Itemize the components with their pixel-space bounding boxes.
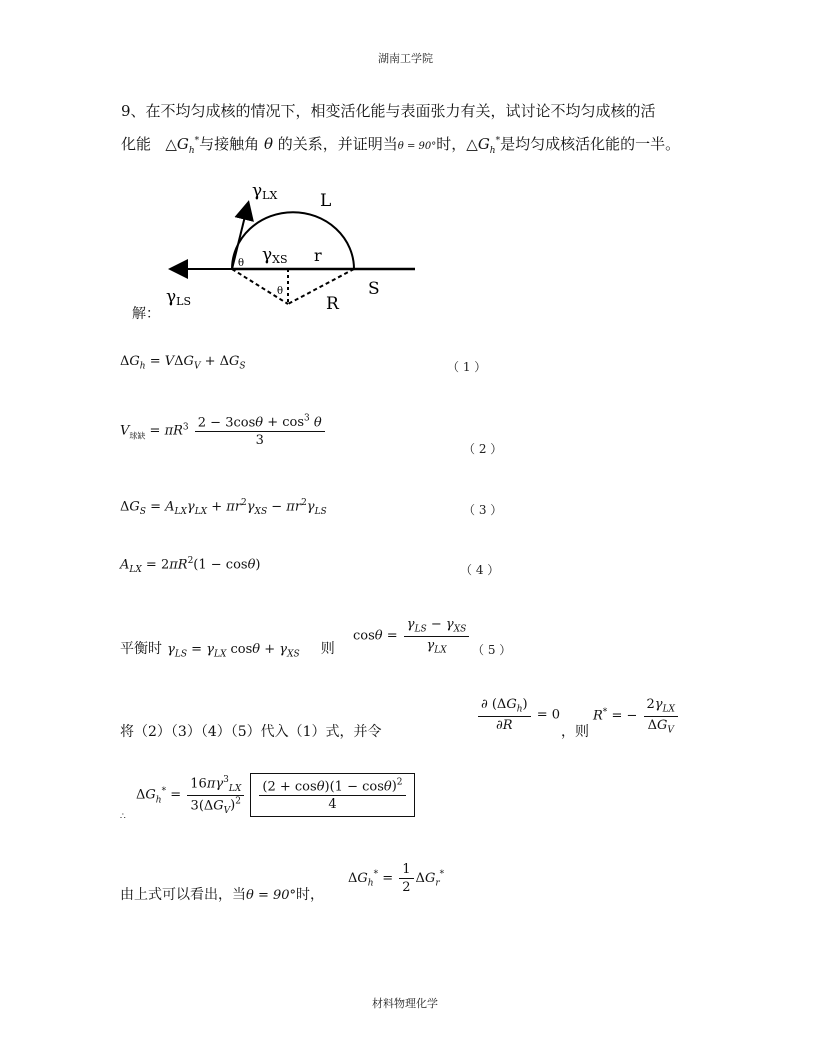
q-mid: 与接触角 [199, 135, 260, 153]
equation-3: $\Delta G_S = A_{LX}\gamma_{LX} + \pi r^2\gamma_{XS} - \pi r^2\gamma_{LS}$ [120, 498, 327, 517]
label-gamma-ls: γLS [166, 287, 192, 308]
solution-label: 解： [132, 306, 160, 322]
conclusion-cond: θ = 90° [246, 888, 297, 903]
conclusion-line [120, 884, 324, 904]
label-gamma-xs: γXS [262, 245, 288, 266]
half-activation-equation: $\Delta G_h^*$ = $\frac{1}{2}$ $\Delta G_r^*$ [348, 862, 445, 895]
label-R: R [326, 294, 339, 314]
question-line-1 [121, 96, 721, 126]
balance-equation: $\gamma_{LS} = \gamma_{LX}$ $\cos\theta + \gamma_{XS}$ [167, 642, 300, 660]
conclusion-prefix: 由上式可以看出，当 [120, 887, 246, 903]
derivative-condition: $\frac{\partial (\Delta G_h)}{\partial R}$ = 0 [476, 697, 560, 733]
therefore-mark: ∴ [120, 812, 126, 822]
equation-4: $A_{LX} = 2\pi R^2(1 - \cos\theta)$ [120, 556, 261, 575]
equation-1-number: （ 1 ） [447, 360, 487, 374]
q-mid2: 的关系，并证明当 [277, 135, 398, 153]
substitution-text: 将（2）（3）（4）（5）代入（1）式，并令 [120, 724, 382, 740]
page-footer: 材料物理化学 [372, 997, 438, 1010]
equation-3-number: （ 3 ） [463, 503, 503, 517]
equation-5-number: （ 5 ） [472, 643, 512, 657]
question-line-1-text: 、在不均匀成核的情况下，相变活化能与表面张力有关，试讨论不均匀成核的活 [130, 102, 656, 120]
question-text [121, 96, 721, 166]
label-L: L [320, 191, 332, 211]
critical-radius: R* = − $\frac{2\gamma_{LX}}{\Delta G_V}$ [593, 697, 680, 735]
label-theta-bottom: θ [277, 286, 284, 297]
q-prefix: 化能 [121, 135, 152, 153]
contact-angle-diagram [150, 172, 430, 322]
balance-line [120, 638, 335, 660]
q-suffix1: 时， [436, 135, 467, 153]
nucleus-cap-arc [232, 212, 354, 269]
q-suffix2: 是均匀成核活化能的一半。 [500, 135, 681, 153]
equation-1: $\Delta G_h = V\Delta G_V + \Delta G_S$ [120, 354, 246, 372]
label-S: S [368, 279, 380, 299]
radius-right-dash [288, 269, 354, 304]
question-line-2: 化能 $\triangle G_h^*$与接触角 θ 的关系，并证明当θ = 90°时，$\triangle G_h^*$是均匀成核活化能的一半。 [121, 135, 681, 156]
q-cond: θ = 90° [397, 141, 437, 152]
page-header: 湖南工学院 [378, 52, 433, 65]
then-word: 则 [320, 641, 335, 657]
balance-prefix: 平衡时 [120, 641, 162, 657]
equation-2-number: （ 2 ） [463, 442, 503, 456]
label-r: r [314, 246, 322, 265]
equation-5: cosθ = $\frac{\gamma_{LS} - \gamma_{XS}}{\gamma_{LX}}$ [353, 617, 471, 655]
label-gamma-lx: γLX [252, 181, 278, 202]
label-theta-top: θ [238, 258, 245, 269]
conclusion-suffix: 时， [296, 887, 325, 903]
eq2-subscript: 球缺 [129, 431, 146, 441]
then-word-2: ，则 [561, 724, 589, 740]
equation-2: $V_{球缺} = \pi R^3$ $\frac{2 - 3\cos\theta + \cos^3 \theta}{3}$ [120, 414, 327, 448]
question-number: 9 [121, 102, 131, 120]
equation-4-number: （ 4 ） [460, 563, 500, 577]
activation-energy-result: $\Delta G_h^*$ = $\frac{16\pi\gamma^3_{LX}}{3(\Delta G_V)^2}$ $\frac{(2 + \cos\theta)(1 - \cos\theta)^2}{4}$ [136, 773, 415, 817]
